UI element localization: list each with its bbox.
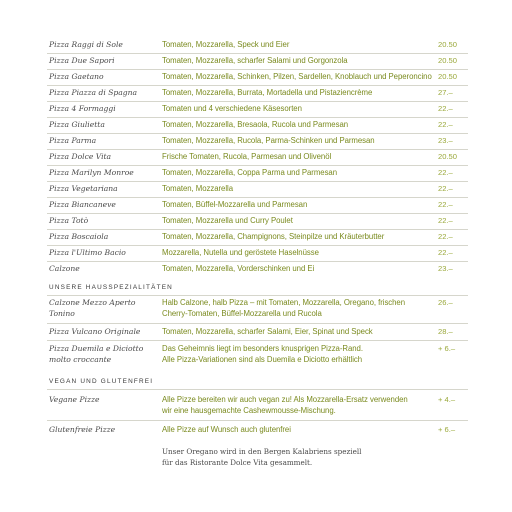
item-description-line2: Cherry-Tomaten, Büffel-Mozzarella und Rucola — [162, 309, 322, 318]
item-price: 20.50 — [438, 152, 458, 161]
item-description: Tomaten, Mozzarella, scharfer Salami, Eier, Spinat und Speck — [162, 327, 373, 336]
item-name: Pizza Marilyn Monroe — [49, 168, 134, 177]
item-description: Tomaten, Mozzarella — [162, 184, 233, 193]
item-name: Pizza Gaetano — [49, 72, 104, 81]
divider — [47, 389, 468, 390]
item-description: Das Geheimnis liegt im besonders knusprigen Pizza-Rand. — [162, 344, 363, 353]
divider — [47, 165, 468, 166]
item-price: 22.– — [438, 248, 453, 257]
item-name-line2: molto croccante — [49, 355, 112, 364]
item-description: Frische Tomaten, Rucola, Parmesan und Olivenöl — [162, 152, 332, 161]
divider — [47, 181, 468, 182]
item-name-line2: Tonino — [49, 309, 75, 318]
divider — [47, 340, 468, 341]
item-description: Tomaten, Mozzarella, Coppa Parma und Parmesan — [162, 168, 337, 177]
item-description: Tomaten, Büffel-Mozzarella und Parmesan — [162, 200, 308, 209]
divider — [47, 85, 468, 86]
item-name: Pizza Raggi di Sole — [49, 40, 123, 49]
divider — [47, 245, 468, 246]
item-description: Tomaten, Mozzarella und Curry Poulet — [162, 216, 293, 225]
item-name: Vegane Pizze — [49, 395, 100, 404]
item-price: 23.– — [438, 136, 453, 145]
item-name: Pizza Parma — [49, 136, 97, 145]
item-description: Alle Pizze bereiten wir auch vegan zu! Als Mozzarella-Ersatz verwenden — [162, 395, 408, 404]
item-price: 22.– — [438, 168, 453, 177]
item-price: 20.50 — [438, 56, 458, 65]
note-line-2: für das Ristorante Dolce Vita gesammelt. — [162, 458, 313, 467]
item-price: 22.– — [438, 104, 453, 113]
divider — [47, 261, 468, 262]
item-name: Pizza Boscaiola — [49, 232, 109, 241]
item-description: Alle Pizze auf Wunsch auch glutenfrei — [162, 425, 291, 434]
item-name: Pizza Due Sapori — [49, 56, 115, 65]
item-name: Pizza Piazza di Spagna — [49, 88, 138, 97]
item-name: Pizza l'Ultimo Bacio — [49, 248, 126, 257]
item-description: Tomaten, Mozzarella, Vorderschinken und Ei — [162, 264, 315, 273]
item-price: 22.– — [438, 232, 453, 241]
item-description: Halb Calzone, halb Pizza – mit Tomaten, Mozzarella, Oregano, frischen — [162, 298, 405, 307]
section-title-house-specialties: UNSERE HAUSSPEZIALITÄTEN — [49, 284, 173, 291]
item-description: Tomaten, Mozzarella, Rucola, Parma-Schinken und Parmesan — [162, 136, 375, 145]
item-price: 27.– — [438, 88, 453, 97]
item-name: Pizza Vegetariana — [49, 184, 118, 193]
item-price: 22.– — [438, 216, 453, 225]
item-description: Tomaten, Mozzarella, Burrata, Mortadella und Pistaziencrème — [162, 88, 373, 97]
item-name: Calzone — [49, 264, 80, 273]
item-description: Tomaten, Mozzarella, scharfer Salami und Gorgonzola — [162, 56, 348, 65]
divider — [47, 323, 468, 324]
item-description: Tomaten, Mozzarella, Schinken, Pilzen, Sardellen, Knoblauch und Peperoncino — [162, 72, 432, 81]
divider — [47, 101, 468, 102]
item-name: Pizza Giulietta — [49, 120, 105, 129]
divider — [47, 133, 468, 134]
item-name: Pizza Biancaneve — [49, 200, 116, 209]
item-description: Tomaten, Mozzarella, Champignons, Steinpilze und Kräuterbutter — [162, 232, 385, 241]
item-description: Tomaten und 4 verschiedene Käsesorten — [162, 104, 302, 113]
item-price: + 6.– — [438, 425, 456, 434]
item-price: 23.– — [438, 264, 453, 273]
divider — [47, 117, 468, 118]
note-line-1: Unser Oregano wird in den Bergen Kalabriens speziell — [162, 447, 362, 456]
item-price: 20.50 — [438, 40, 458, 49]
item-description-line2: Alle Pizza-Variationen sind als Duemila e Diciotto erhältlich — [162, 355, 363, 364]
item-price: 22.– — [438, 200, 453, 209]
item-description: Tomaten, Mozzarella, Bresaola, Rucola und Parmesan — [162, 120, 349, 129]
item-name: Pizza 4 Formaggi — [49, 104, 116, 113]
item-price: + 4.– — [438, 395, 456, 404]
divider — [47, 420, 468, 421]
item-name: Glutenfreie Pizze — [49, 425, 116, 434]
divider — [47, 229, 468, 230]
divider — [47, 53, 468, 54]
item-description: Mozzarella, Nutella und geröstete Haselnüsse — [162, 248, 319, 257]
item-description: Tomaten, Mozzarella, Speck und Eier — [162, 40, 290, 49]
oregano-note — [162, 446, 422, 468]
item-price: 22.– — [438, 184, 453, 193]
item-name: Pizza Duemila e Diciotto — [49, 344, 144, 353]
item-name: Pizza Dolce Vita — [49, 152, 112, 161]
item-name: Pizza Totò — [49, 216, 89, 225]
item-price: 28.– — [438, 327, 453, 336]
item-description-line2: wir eine hausgemachte Cashewmousse-Mischung. — [162, 406, 336, 415]
item-price: 20.50 — [438, 72, 458, 81]
item-price: 22.– — [438, 120, 453, 129]
section-title-vegan-glutenfree: VEGAN UND GLUTENFREI — [49, 378, 154, 385]
divider — [47, 69, 468, 70]
item-price: 26.– — [438, 298, 453, 307]
item-price: + 6.– — [438, 344, 456, 353]
divider — [47, 197, 468, 198]
divider — [47, 295, 468, 296]
item-name: Calzone Mezzo Aperto — [49, 298, 136, 307]
divider — [47, 213, 468, 214]
divider — [47, 149, 468, 150]
item-name: Pizza Vulcano Originale — [49, 327, 141, 336]
